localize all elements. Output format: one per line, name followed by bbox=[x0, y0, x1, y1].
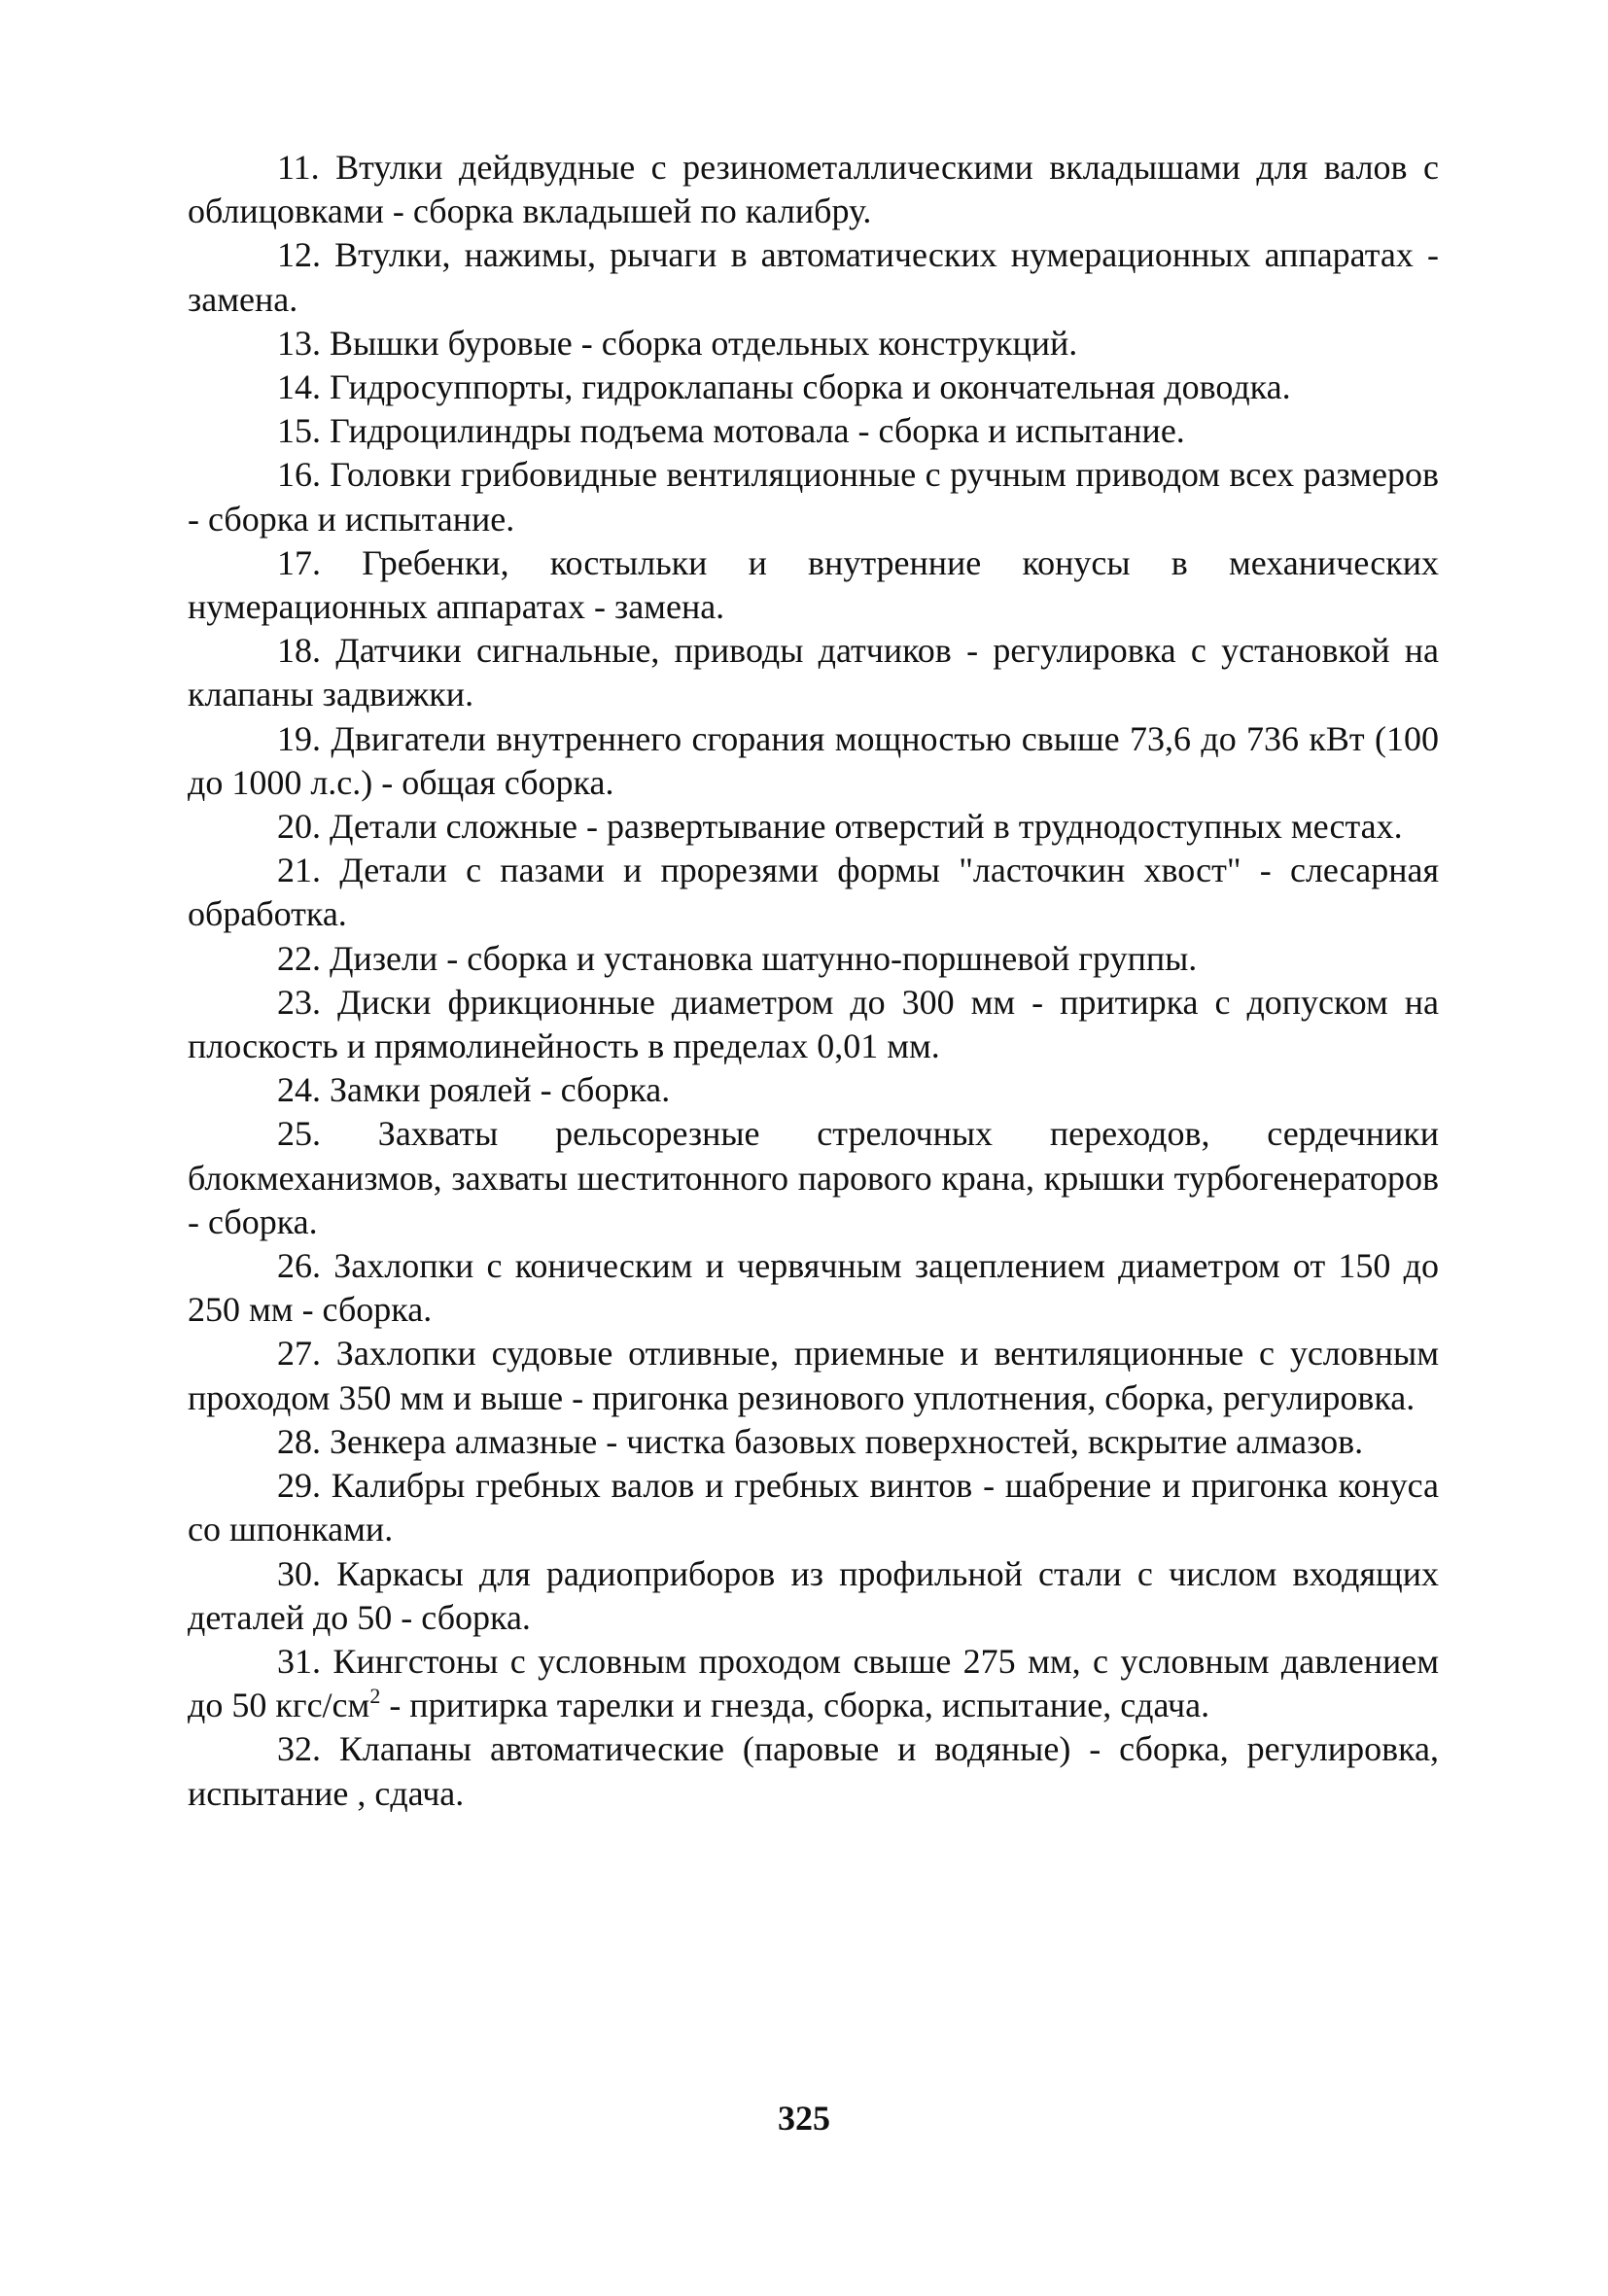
superscript: 2 bbox=[369, 1684, 381, 1709]
list-item-14: 14. Гидросуппорты, гидроклапаны сборка и окончательная доводка. bbox=[277, 367, 1291, 407]
list-item-21: 21. Детали с пазами и прорезями формы "ласточкин хвост" - слесарная обработка. bbox=[188, 851, 1439, 934]
list-item-27: 27. Захлопки судовые отливные, приемные и вентиляционные с условным проходом 350 мм и выше - пригонка резинового уплотнения, сборка, регулировка. bbox=[188, 1334, 1439, 1417]
list-item-15: 15. Гидроцилиндры подъема мотовала - сборка и испытание. bbox=[277, 411, 1185, 451]
list-item-25: 25. Захваты рельсорезные стрелочных переходов, сердечники блокмеханизмов, захваты шеститонного парового крана, крышки турбогенераторов - сборка. bbox=[188, 1114, 1439, 1241]
list-item-11: 11. Втулки дейдвудные с резинометаллическими вкладышами для валов с облицовками - сборка вкладышей по калибру. bbox=[188, 148, 1439, 231]
list-item-26: 26. Захлопки с коническим и червячным зацеплением диаметром от 150 до 250 мм - сборка. bbox=[188, 1246, 1439, 1330]
list-item-16: 16. Головки грибовидные вентиляционные с ручным приводом всех размеров - сборка и испытание. bbox=[188, 455, 1439, 539]
list-item-19: 19. Двигатели внутреннего сгорания мощностью свыше 73,6 до 736 кВт (100 до 1000 л.с.) - общая сборка. bbox=[188, 718, 1439, 802]
list-item-31-text-before: 31. Кингстоны с условным проходом свыше 275 мм, с условным давлением до 50 кгс/см bbox=[188, 1641, 1439, 1725]
page-number: 325 bbox=[778, 2099, 830, 2138]
list-item-31-text-after: - притирка тарелки и гнезда, сборка, испытание, сдача. bbox=[380, 1686, 1210, 1725]
list-item-22: 22. Дизели - сборка и установка шатунно-поршневой группы. bbox=[277, 938, 1198, 978]
list-item-13: 13. Вышки буровые - сборка отдельных конструкций. bbox=[277, 323, 1078, 363]
list-item-30: 30. Каркасы для радиоприборов из профильной стали с числом входящих деталей до 50 - сборка. bbox=[188, 1553, 1439, 1637]
list-item-29: 29. Калибры гребных валов и гребных винтов - шабрение и пригонка конуса со шпонками. bbox=[188, 1466, 1439, 1549]
list-item-31 bbox=[188, 1640, 1439, 1727]
list-item-18: 18. Датчики сигнальные, приводы датчиков - регулировка с установкой на клапаны задвижки. bbox=[188, 631, 1439, 714]
list-item-20: 20. Детали сложные - развертывание отверстий в труднодоступных местах. bbox=[277, 807, 1403, 847]
page-content bbox=[188, 146, 1439, 1816]
list-item-12: 12. Втулки, нажимы, рычаги в автоматических нумерационных аппаратах - замена. bbox=[188, 235, 1439, 319]
list-item-23: 23. Диски фрикционные диаметром до 300 мм - притирка с допуском на плоскость и прямолинейность в пределах 0,01 мм. bbox=[188, 982, 1439, 1066]
list-item-32: 32. Клапаны автоматические (паровые и водяные) - сборка, регулировка, испытание , сдача. bbox=[188, 1729, 1439, 1813]
list-item-24: 24. Замки роялей - сборка. bbox=[277, 1070, 671, 1110]
list-item-17: 17. Гребенки, костыльки и внутренние конусы в механических нумерационных аппаратах - замена. bbox=[188, 542, 1439, 627]
list-item-28: 28. Зенкера алмазные - чистка базовых поверхностей, вскрытие алмазов. bbox=[277, 1421, 1364, 1461]
